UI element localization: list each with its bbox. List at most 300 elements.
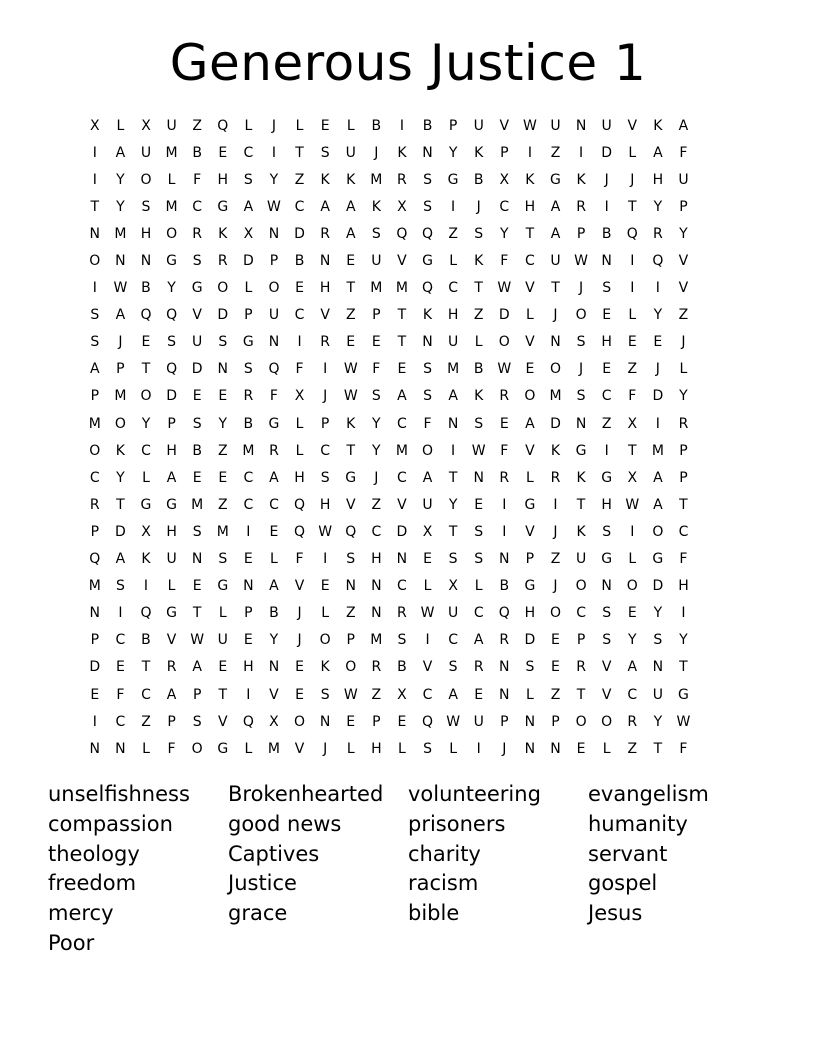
grid-letter: J xyxy=(630,171,635,188)
grid-letter: P xyxy=(500,144,509,161)
grid-letter: Q xyxy=(652,253,664,270)
grid-letter: R xyxy=(192,225,203,242)
grid-letter: S xyxy=(192,415,202,432)
grid-letter: U xyxy=(447,605,459,622)
grid-letter: R xyxy=(320,334,330,351)
grid-letter: R xyxy=(371,659,382,676)
grid-letter: A xyxy=(345,225,356,242)
grid-letter: J xyxy=(553,578,558,595)
grid-row xyxy=(82,708,742,735)
grid-letter: X xyxy=(422,523,433,540)
grid-letter: C xyxy=(601,388,612,405)
grid-letter: Z xyxy=(627,361,638,378)
grid-row xyxy=(82,437,742,464)
grid-letter: I xyxy=(527,144,532,161)
grid-letter: K xyxy=(346,415,356,432)
grid-letter: Z xyxy=(345,307,356,324)
grid-letter: S xyxy=(474,225,484,242)
grid-letter: J xyxy=(297,605,302,622)
grid-letter: A xyxy=(653,496,663,513)
grid-letter: E xyxy=(397,361,407,378)
grid-letter: A xyxy=(192,659,202,676)
grid-letter: Z xyxy=(473,307,484,324)
grid-letter: W xyxy=(343,686,358,703)
grid-letter: Q xyxy=(89,551,101,568)
grid-letter: N xyxy=(550,740,561,757)
grid-letter: Z xyxy=(294,171,305,188)
grid-letter: E xyxy=(602,307,612,324)
grid-letter: P xyxy=(679,469,688,486)
grid-letter: C xyxy=(192,198,203,215)
grid-letter: T xyxy=(141,361,151,378)
grid-letter: T xyxy=(141,659,151,676)
grid-letter: T xyxy=(90,198,100,215)
grid-letter: E xyxy=(243,551,253,568)
grid-letter: O xyxy=(549,605,561,622)
grid-letter: W xyxy=(267,198,281,215)
grid-letter: U xyxy=(345,144,356,161)
grid-row xyxy=(82,654,742,681)
grid-letter: D xyxy=(242,253,254,270)
grid-letter: N xyxy=(499,551,510,568)
grid-letter: E xyxy=(551,659,560,676)
grid-letter: N xyxy=(396,551,408,568)
grid-letter: Y xyxy=(218,415,228,432)
grid-letter: B xyxy=(473,361,484,378)
grid-letter: L xyxy=(244,280,253,297)
grid-letter: S xyxy=(576,334,586,351)
grid-letter: B xyxy=(294,253,305,270)
grid-letter: P xyxy=(679,442,688,459)
grid-row xyxy=(82,464,742,491)
grid-letter: S xyxy=(192,713,202,730)
grid-letter: P xyxy=(551,713,560,730)
grid-letter: A xyxy=(166,469,177,486)
grid-letter: G xyxy=(652,551,664,568)
grid-letter: Q xyxy=(345,523,357,540)
grid-letter: I xyxy=(297,334,302,351)
grid-letter: S xyxy=(423,198,432,215)
grid-letter: D xyxy=(498,307,510,324)
grid-letter: K xyxy=(653,117,663,134)
grid-letter: T xyxy=(448,469,458,486)
grid-letter: Y xyxy=(448,496,458,513)
grid-letter: W xyxy=(190,632,205,649)
grid-letter: X xyxy=(627,415,638,432)
grid-letter: M xyxy=(370,171,383,188)
grid-letter: R xyxy=(576,198,586,215)
grid-letter: H xyxy=(319,280,331,297)
grid-letter: O xyxy=(549,361,561,378)
grid-letter: A xyxy=(448,686,458,703)
grid-letter: C xyxy=(576,605,586,622)
grid-letter: U xyxy=(473,713,484,730)
grid-letter: J xyxy=(579,361,584,378)
grid-letter: T xyxy=(397,334,407,351)
grid-letter: U xyxy=(473,117,484,134)
grid-letter: A xyxy=(653,144,663,161)
grid-letter: G xyxy=(447,171,459,188)
grid-letter: T xyxy=(346,442,356,459)
grid-letter: U xyxy=(268,307,280,324)
grid-letter: A xyxy=(422,469,433,486)
grid-letter: I xyxy=(579,144,584,161)
grid-letter: Y xyxy=(653,198,663,215)
grid-row xyxy=(82,546,742,573)
grid-letter: E xyxy=(653,334,663,351)
grid-letter: S xyxy=(371,225,381,242)
grid-letter: I xyxy=(92,280,97,297)
grid-letter: Y xyxy=(627,632,637,649)
grid-letter: C xyxy=(473,605,484,622)
grid-letter: I xyxy=(681,605,686,622)
grid-letter: S xyxy=(602,605,612,622)
grid-letter: I xyxy=(476,740,481,757)
grid-letter: X xyxy=(499,171,510,188)
grid-letter: I xyxy=(143,578,149,595)
grid-letter: E xyxy=(551,632,560,649)
grid-letter: H xyxy=(524,605,536,622)
grid-letter: Q xyxy=(422,225,434,242)
grid-letter: N xyxy=(268,225,280,242)
grid-letter: B xyxy=(473,171,484,188)
grid-letter: K xyxy=(576,523,586,540)
grid-letter: A xyxy=(269,578,279,595)
grid-letter: G xyxy=(166,253,177,270)
grid-letter: K xyxy=(397,144,407,161)
grid-letter: G xyxy=(242,334,254,351)
grid-letter: N xyxy=(473,469,484,486)
grid-letter: P xyxy=(167,415,176,432)
grid-letter: Y xyxy=(679,388,688,405)
grid-letter: H xyxy=(140,225,152,242)
grid-letter: M xyxy=(395,280,408,297)
grid-letter: X xyxy=(448,578,458,595)
grid-letter: N xyxy=(499,686,510,703)
grid-letter: F xyxy=(679,740,688,757)
grid-letter: I xyxy=(502,496,507,513)
grid-letter: I xyxy=(604,198,609,215)
grid-letter: Z xyxy=(371,496,382,513)
grid-letter: Y xyxy=(372,415,381,432)
grid-letter: D xyxy=(652,578,664,595)
grid-letter: N xyxy=(268,659,280,676)
word-item: prisoners xyxy=(408,811,506,836)
grid-letter: S xyxy=(192,253,202,270)
grid-letter: O xyxy=(140,388,152,405)
grid-letter: O xyxy=(191,740,203,757)
grid-letter: N xyxy=(217,361,228,378)
grid-letter: E xyxy=(499,415,509,432)
grid-letter: E xyxy=(295,686,304,703)
grid-letter: E xyxy=(218,144,228,161)
grid-letter: P xyxy=(320,415,330,432)
grid-letter: H xyxy=(652,171,664,188)
grid-letter: R xyxy=(89,496,100,513)
grid-letter: R xyxy=(576,659,586,676)
grid-letter: O xyxy=(422,442,434,459)
grid-letter: N xyxy=(371,578,382,595)
grid-letter: J xyxy=(502,740,507,757)
grid-letter: C xyxy=(294,307,305,324)
grid-letter: T xyxy=(679,659,688,676)
grid-letter: L xyxy=(474,578,483,595)
grid-letter: I xyxy=(425,632,430,649)
grid-letter: Y xyxy=(653,713,663,730)
grid-letter: W xyxy=(318,523,333,540)
grid-letter: J xyxy=(374,144,379,161)
grid-letter: H xyxy=(319,496,331,513)
grid-letter: W xyxy=(343,388,358,405)
grid-letter: B xyxy=(422,117,433,134)
grid-letter: S xyxy=(423,740,432,757)
grid-letter: J xyxy=(323,740,328,757)
grid-letter: I xyxy=(92,171,97,188)
grid-letter: U xyxy=(601,117,612,134)
grid-letter: K xyxy=(141,551,151,568)
grid-letter: N xyxy=(652,659,664,676)
grid-letter: T xyxy=(576,496,586,513)
grid-letter: P xyxy=(448,117,458,134)
grid-letter: M xyxy=(165,198,178,215)
grid-letter: E xyxy=(115,659,125,676)
grid-letter: M xyxy=(88,415,101,432)
grid-letter: C xyxy=(678,523,689,540)
grid-letter: S xyxy=(243,361,253,378)
grid-letter: Q xyxy=(140,307,152,324)
grid-letter: C xyxy=(269,496,279,513)
grid-letter: A xyxy=(345,198,356,215)
grid-letter: G xyxy=(524,578,536,595)
grid-letter: X xyxy=(397,198,407,215)
grid-letter: M xyxy=(216,523,229,540)
grid-letter: D xyxy=(396,523,408,540)
grid-letter: V xyxy=(345,496,356,513)
grid-row xyxy=(82,356,742,383)
grid-letter: A xyxy=(627,659,638,676)
grid-letter: O xyxy=(575,307,587,324)
grid-letter: O xyxy=(114,415,126,432)
grid-letter: E xyxy=(218,388,228,405)
grid-letter: T xyxy=(525,225,535,242)
grid-letter: V xyxy=(192,307,202,324)
grid-letter: I xyxy=(323,551,328,568)
grid-row xyxy=(82,220,742,247)
grid-letter: M xyxy=(165,144,178,161)
grid-letter: T xyxy=(295,144,304,161)
grid-letter: P xyxy=(576,632,586,649)
grid-letter: S xyxy=(423,171,432,188)
grid-letter: N xyxy=(115,740,126,757)
grid-letter: B xyxy=(269,605,279,622)
grid-letter: W xyxy=(343,361,358,378)
word-item: mercy xyxy=(48,901,114,926)
grid-letter: H xyxy=(447,307,459,324)
word-item: humanity xyxy=(588,811,688,836)
grid-letter: W xyxy=(497,280,512,297)
grid-letter: V xyxy=(294,578,305,595)
grid-letter: U xyxy=(166,551,177,568)
grid-letter: C xyxy=(243,469,254,486)
grid-letter: R xyxy=(217,253,228,270)
grid-letter: W xyxy=(420,605,435,622)
word-item: charity xyxy=(408,841,481,866)
grid-letter: N xyxy=(89,225,101,242)
grid-letter: N xyxy=(319,713,331,730)
grid-letter: Y xyxy=(372,442,381,459)
grid-letter: X xyxy=(397,686,407,703)
grid-letter: Z xyxy=(448,225,458,242)
grid-row xyxy=(82,275,742,302)
grid-letter: P xyxy=(244,307,253,324)
grid-letter: A xyxy=(166,686,177,703)
grid-letter: G xyxy=(166,496,177,513)
grid-letter: P xyxy=(244,605,253,622)
grid-letter: N xyxy=(345,578,356,595)
grid-letter: G xyxy=(422,253,433,270)
word-item: grace xyxy=(228,901,288,926)
grid-letter: L xyxy=(525,686,534,703)
grid-letter: L xyxy=(525,307,534,324)
grid-letter: E xyxy=(576,740,586,757)
grid-letter: M xyxy=(242,442,255,459)
grid-letter: N xyxy=(115,253,126,270)
grid-letter: H xyxy=(166,523,177,540)
grid-letter: Y xyxy=(116,469,125,486)
grid-letter: S xyxy=(448,659,458,676)
grid-letter: O xyxy=(89,253,101,270)
grid-letter: G xyxy=(268,415,280,432)
grid-letter: I xyxy=(655,415,660,432)
grid-letter: L xyxy=(116,117,125,134)
grid-letter: M xyxy=(370,280,383,297)
grid-letter: F xyxy=(423,415,432,432)
grid-letter: M xyxy=(370,632,383,649)
grid-letter: L xyxy=(474,334,483,351)
grid-letter: Y xyxy=(116,198,125,215)
grid-letter: V xyxy=(601,659,612,676)
grid-letter: N xyxy=(524,740,536,757)
grid-letter: W xyxy=(446,713,461,730)
puzzle-title: Generous Justice 1 xyxy=(169,34,647,92)
grid-letter: U xyxy=(550,117,561,134)
grid-letter: I xyxy=(323,361,328,378)
grid-letter: C xyxy=(397,469,407,486)
grid-letter: L xyxy=(142,469,150,486)
grid-letter: Y xyxy=(269,171,279,188)
grid-letter: U xyxy=(371,253,382,270)
grid-letter: A xyxy=(115,144,126,161)
grid-letter: L xyxy=(167,578,176,595)
grid-letter: O xyxy=(166,225,178,242)
grid-letter: I xyxy=(92,144,97,161)
grid-letter: M xyxy=(88,578,101,595)
grid-letter: R xyxy=(397,605,407,622)
grid-letter: R xyxy=(166,659,177,676)
grid-letter: S xyxy=(371,388,381,405)
grid-letter: I xyxy=(118,605,123,622)
grid-letter: S xyxy=(320,144,330,161)
grid-letter: C xyxy=(371,523,382,540)
grid-letter: M xyxy=(267,740,280,757)
grid-letter: C xyxy=(397,415,407,432)
grid-letter: Y xyxy=(653,605,663,622)
grid-letter: I xyxy=(630,280,635,297)
grid-letter: J xyxy=(681,334,686,351)
grid-letter: T xyxy=(397,307,407,324)
grid-letter: I xyxy=(630,253,635,270)
grid-letter: V xyxy=(397,253,407,270)
grid-letter: X xyxy=(90,117,100,134)
word-item: servant xyxy=(588,841,668,866)
grid-letter: I xyxy=(655,280,660,297)
grid-letter: N xyxy=(499,659,510,676)
grid-letter: T xyxy=(627,442,637,459)
grid-letter: Y xyxy=(116,171,125,188)
grid-letter: I xyxy=(502,523,507,540)
grid-letter: R xyxy=(397,171,407,188)
grid-letter: A xyxy=(473,632,484,649)
grid-letter: O xyxy=(345,659,357,676)
grid-letter: B xyxy=(499,578,510,595)
grid-letter: A xyxy=(115,307,126,324)
grid-letter: B xyxy=(601,225,612,242)
grid-letter: S xyxy=(423,361,432,378)
word-column xyxy=(228,780,408,929)
grid-letter: J xyxy=(604,171,609,188)
grid-letter: O xyxy=(575,578,587,595)
grid-letter: K xyxy=(115,442,125,459)
grid-letter: L xyxy=(270,551,278,568)
grid-letter: G xyxy=(217,578,229,595)
word-item: theology xyxy=(48,841,140,866)
word-column xyxy=(588,780,768,929)
grid-letter: L xyxy=(449,253,458,270)
grid-letter: U xyxy=(652,686,663,703)
grid-letter: Q xyxy=(140,605,152,622)
grid-letter: O xyxy=(498,334,510,351)
grid-letter: S xyxy=(602,632,612,649)
grid-letter: S xyxy=(320,469,330,486)
grid-letter: N xyxy=(371,605,382,622)
grid-letter: R xyxy=(627,713,638,730)
grid-letter: E xyxy=(627,605,637,622)
grid-letter: C xyxy=(499,198,510,215)
grid-letter: L xyxy=(423,578,432,595)
grid-letter: P xyxy=(192,686,202,703)
grid-letter: V xyxy=(422,659,433,676)
grid-letter: U xyxy=(192,334,203,351)
grid-letter: S xyxy=(423,388,432,405)
grid-letter: I xyxy=(92,713,97,730)
grid-letter: M xyxy=(395,442,408,459)
grid-letter: E xyxy=(218,659,228,676)
grid-letter: M xyxy=(114,225,127,242)
grid-letter: K xyxy=(550,442,561,459)
grid-letter: H xyxy=(243,659,254,676)
grid-letter: F xyxy=(295,361,304,378)
grid-letter: F xyxy=(167,740,176,757)
grid-letter: N xyxy=(89,605,101,622)
grid-letter: P xyxy=(116,361,125,378)
grid-letter: E xyxy=(602,361,612,378)
grid-letter: T xyxy=(474,280,483,297)
grid-letter: G xyxy=(191,280,203,297)
grid-letter: D xyxy=(652,388,664,405)
grid-letter: D xyxy=(550,415,561,432)
grid-letter: C xyxy=(448,280,458,297)
grid-letter: M xyxy=(651,442,664,459)
